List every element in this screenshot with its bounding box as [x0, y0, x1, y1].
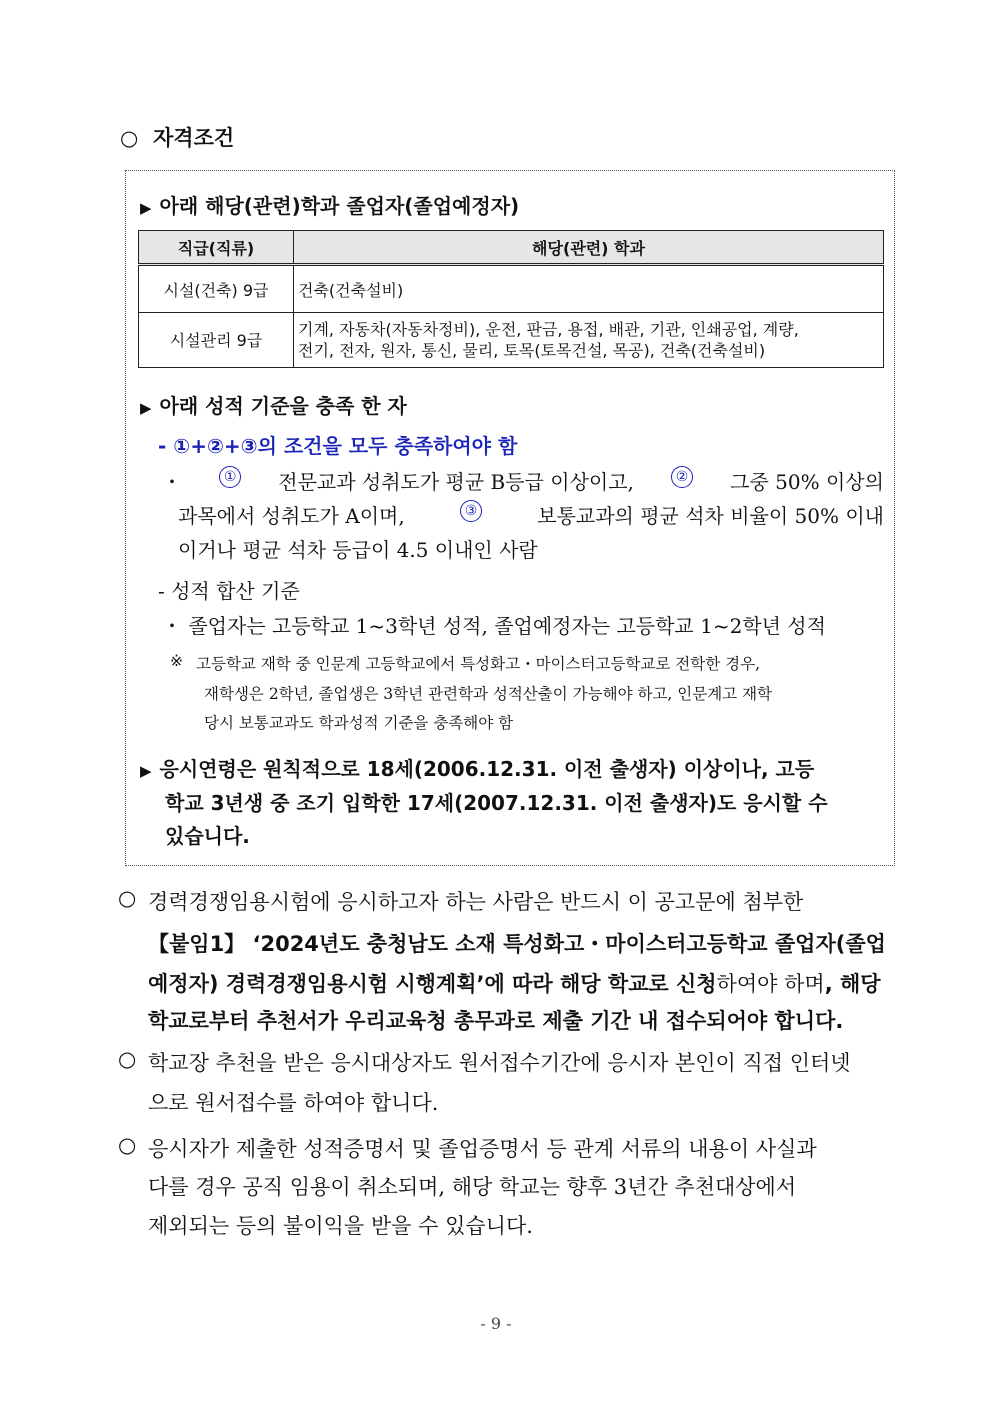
crit-a: 전문교과 성취도가 평균 B등급 이상이고,: [278, 470, 634, 494]
note-line: 당시 보통교과도 학과성적 기준을 충족해야 함: [204, 714, 514, 732]
p1-line-3-end: , 해당: [824, 972, 881, 996]
circle-1: ①: [219, 466, 241, 488]
condition-line: - ①+②+③의 조건을 모두 충족하여야 함: [158, 434, 518, 458]
sub-heading: - 성적 합산 기준: [158, 579, 300, 603]
p1-line-2: 【붙임1】 ‘2024년도 충청남도 소재 특성화고・마이스터고등학교 졸업자(졸업: [148, 932, 886, 956]
p3-bullet: ○: [118, 1133, 137, 1157]
department-table: [138, 230, 884, 368]
section-heading: [120, 122, 234, 152]
triangle-marker: ▶: [140, 762, 152, 780]
table-row: [139, 265, 884, 313]
heading-bullet: ○: [120, 126, 139, 150]
triangle-marker: ▶: [140, 399, 152, 417]
triangle-marker: ▶: [140, 199, 152, 217]
note-line: 고등학교 재학 중 인문계 고등학교에서 특성화고・마이스터고등학교로 전학한 경우,: [196, 655, 761, 673]
table-row: [139, 313, 884, 368]
table-cell-dept: 건축(건축설비): [294, 265, 884, 313]
note-line: 재학생은 2학년, 졸업생은 3학년 관련학과 성적산출이 가능해야 하고, 인문계고 재학: [204, 685, 773, 703]
note-mark: ※: [170, 652, 183, 670]
item3-line-1: [140, 753, 814, 782]
p1-line-1: 경력경쟁임용시험에 응시하고자 하는 사람은 반드시 이 공고문에 첨부한: [148, 890, 804, 914]
circle-3: ③: [460, 500, 482, 522]
sub-line: ・ 졸업자는 고등학교 1~3학년 성적, 졸업예정자는 고등학교 1~2학년 성적: [162, 614, 826, 638]
dept-line: 전기, 전자, 원자, 통신, 물리, 토목(토목건설, 목공), 건축(건축설비): [298, 341, 766, 360]
crit-d: 보통교과의 평균 석차 비율이 50% 이내: [537, 504, 884, 528]
item3-text: 응시연령은 원칙적으로 18세(2006.12.31. 이전 출생자) 이상이나, 고등: [159, 757, 815, 781]
dept-line: 기계, 자동차(자동차정비), 운전, 판금, 용접, 배관, 기관, 인쇄공업, 계량,: [298, 320, 799, 339]
p2-line-1: 학교장 추천을 받은 응시대상자도 원서접수기간에 응시자 본인이 직접 인터넷: [148, 1051, 851, 1075]
p1-line-3-normal: 하여야 하며: [716, 972, 825, 996]
table-header-dept: 해당(관련) 학과: [294, 231, 884, 265]
p3-line-2: 다를 경우 공직 임용이 취소되며, 해당 학교는 향후 3년간 추천대상에서: [148, 1175, 797, 1199]
item3-line-2: 학교 3년생 중 조기 입학한 17세(2007.12.31. 이전 출생자)도 응시할 수: [165, 791, 828, 815]
item3-line-3: 있습니다.: [165, 824, 250, 848]
table-header-grade: 직급(직류): [139, 231, 294, 265]
p1-bullet: ○: [118, 886, 137, 910]
crit-b: 그중 50% 이상의: [730, 470, 884, 494]
criteria-line-1: [162, 466, 884, 495]
item2-title: 아래 성적 기준을 충족 한 자: [159, 394, 407, 418]
table-cell-grade: 시설관리 9급: [139, 313, 294, 368]
p2-line-2: 으로 원서접수를 하여야 합니다.: [148, 1091, 439, 1115]
item1-title: 아래 해당(관련)학과 졸업자(졸업예정자): [159, 194, 520, 218]
p3-line-1: 응시자가 제출한 성적증명서 및 졸업증명서 등 관계 서류의 내용이 사실과: [148, 1137, 817, 1161]
p1-line-4: 학교로부터 추천서가 우리교육청 총무과로 제출 기간 내 접수되어야 합니다.: [148, 1009, 844, 1033]
p1-line-3-bold: 예정자) 경력경쟁임용시험 시행계획’에 따라 해당 학교로 신청: [148, 972, 717, 996]
table-cell-grade: 시설(건축) 9급: [139, 265, 294, 313]
heading-text: 자격조건: [153, 126, 235, 150]
item2-heading: [140, 390, 407, 419]
p1-line-3: [148, 968, 881, 998]
criteria-line-2: [178, 500, 884, 529]
criteria-line-3: 이거나 평균 석차 등급이 4.5 이내인 사람: [178, 538, 538, 562]
crit-c: 과목에서 성취도가 A이며,: [178, 504, 405, 528]
item1-heading: [140, 190, 519, 219]
table-cell-dept: [294, 313, 884, 368]
crit-dot: ・: [162, 470, 182, 494]
circle-2: ②: [671, 466, 693, 488]
page-number: - 9 -: [480, 1314, 512, 1333]
p2-bullet: ○: [118, 1047, 137, 1071]
p3-line-3: 제외되는 등의 불이익을 받을 수 있습니다.: [148, 1214, 533, 1238]
